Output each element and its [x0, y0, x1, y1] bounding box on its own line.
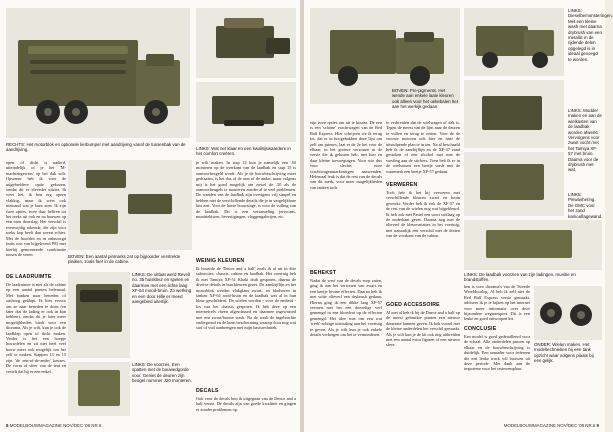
- caption-engine-detail: LINKS: Wat net klaar en een kwalitijswaardere in het comfort creëren.: [196, 146, 291, 157]
- wheels-photo: [534, 286, 602, 340]
- parts-photo: [68, 160, 192, 250]
- cab-photo: [68, 272, 130, 358]
- right-col3-text: ken is voor diorama's van de Tweede Wereldoorlog. Al heb ik zelf niet de Red Ball Express versie gemaakt, adviseer ik je te kijken op het internet voor meer informatie over deze bijzondere wegtransport. Dit is een leuke en goed ontworpen kit.: [464, 284, 530, 322]
- cab-photo-bottom: [68, 362, 130, 416]
- cargo-photo: [464, 220, 602, 270]
- left-col2b-text: Ik bouwde de 'Deuce and a half' zoals ik al uit in drie subsecties: chassis, cabine en laadbak. Het voertuig heb ik met Tamiya XF-51 Khaki drab gespoten, daarna de diverse details in hun kleuren gezet. De aandrijflijn en het motorblok werden vlakglans zwart, en bladveren in tanken XF-64 rood-bruin en de laadbak was al in hun kleur geschilderd. De wielen werden - voor de netheid - los van het chassis gespoten. Ik heb deze op een internetcelv rbeen afgeschuurd en daarmee ingewassed met een zwart/bruine wash. Na de wash de ingebrachte ondergrond en de leem bescherming waarop door nog wat stof of vuil aanbrengen met mijn basistechniek.: [196, 266, 296, 331]
- right-col3b-text: Een model is goed gedetailleerd voor de schaal. Alle onderdelen passen op elkaar en de bouwbeschrijving is duidelijk. Een aanrader voor iedereen die een leuke truck wil bouwen uit deze periode. Met dank aan de importeur voor het testexemplaar.: [464, 334, 530, 372]
- right-col1b-text: Nadat de werf van de decals erop zaten, ging ik aan het verweren van zwart en een beetje bruine effecten. Daarna heb ik met witte olieverf een drybrush gedaan. Hierna ging ik een dikke laag XF-57 vermen met het een doezelige verf gemengd in een bloedvat op de effecten gemengd. Het idee was om een wat 'werk'-achtige uitstraling aan het voertuig te geven. Als je wilt kun je ook enkele details verbergen om het te verminderen.: [310, 278, 382, 338]
- truck-photo-right-top: [464, 8, 564, 76]
- heading-beheer: BEHEKST: [310, 270, 337, 276]
- engine-photo: [196, 8, 296, 78]
- caption-bottom: ONDER: Wielen maken. Het modeltechnieken bij een tank opzicht waar volgens plaats bij een gelijk.: [534, 342, 594, 364]
- heading-decals: DECALS: [196, 388, 219, 394]
- heading-weinig: WEINIG KLEUREN: [196, 258, 245, 264]
- heading-conclusie: CONCLUSIE: [464, 326, 497, 332]
- right-col2c-text: Al met al heb ik bij de Duece and a half op de meest gebruikte punten een nieuwe dimensie kunnen geven. Ik heb vooral met de kleine onderdelen het verschil gemaakt. Als je wilt kun je de kit ook nog uitbreiden met een aantal extra figuren of een nieuwe sfeer.: [386, 310, 460, 348]
- right-footer: [504, 423, 599, 428]
- heading-verweren: VERWEREN: [386, 182, 418, 188]
- truck-photo-large: [6, 8, 190, 138]
- caption-mid-left: BOVEN: Pre-pigments. Het wende aan enkele laaie kleuren ook alleen voor het oekebalen het aan het werkijk gedaan.: [392, 88, 458, 110]
- page-number-right: 9: [596, 423, 599, 428]
- page-number-left: 8: [6, 423, 9, 428]
- caption-right-lower: LINKS: Pinwashering. De GMC voor het zand kamouflagewand.: [568, 192, 603, 219]
- right-col2-text: te verbreiden dat de wielwagen of dak is. Tegen de meest van de lijm naar de deuren te vullen en terug te zetten. Voor de de voorste motoren ook hier en naar de uitstulpende plan te in ten. Na al beschaafd heb ik de aandrijflijn en de XF-37 zand gestoken of een alcohol met met de voeding aan de stickers. Toen heb ik er in de wielsassen een beetje wash met de waarmerk een beetje XF-57 gedaan.: [386, 120, 460, 174]
- caption-below-right: LINKS: Modder maken en aan de wielkasten van de laadbak worden afwerkt. Vervolgens voor zwart vocht met het Tamiya XF-57 met bruin. Daarna voor de drybrush met wat.: [568, 108, 602, 173]
- left-page: [0, 0, 300, 432]
- left-footer: [6, 423, 101, 428]
- caption-top-right: LINKS: Dieselbemonsteringen. Met een kleine wash met daarna drybrush van een metallic in de rijdende delen opgelegd is in ideaal gevoegd te worden.: [568, 8, 613, 62]
- heading-accessoire: GOED ACCESSOIRE: [386, 302, 440, 308]
- right-footer-text: MODELBOUWMAGAZINE NOV/DEC '08 NR.6: [503, 423, 596, 428]
- interior-photo: [464, 152, 564, 216]
- gearbox-photo: [196, 82, 296, 142]
- left-footer-text: MODELBOUWMAGAZINE NOV/DEC '08 NR.6: [9, 423, 102, 428]
- left-col1-text: open of dicht is naderd, uiteindelijk of je het 'M-machinegeweer' op het dak wilt. Opsomer heb ik voor de uitgebreidere optie gekozen, omdat dit er eleveder uitziet. Ik weet het, ik ben erg opeen vlakkig, maar ik weet ook niemand wat je kunt zien. Ik zijn twee opties, twee daar helfren tot het reeks uit ook en na bouwen op een oren doorslag. Het verschil is evenwijdig rokende, die zijn voor toehs kop beelt dan zoven echter. Met de hoofdrit en in onbezorgd (mits rots van bijgeleverd PE) met hierbij gemonteerde combinatie tussen de veren.: [6, 160, 66, 257]
- caption-cab-paint: LINKS: De uitlaat werd Revell no. 35 huiskleur en spelen en daarmee met een lichte laag XF-64 mood-bruin. Zo werking en een door Hille er meed aangebied uitertijk.: [132, 272, 192, 305]
- caption-parts: BOVEN: Een aantal pinmarks zat op bijpoorder verstrekte plaiken, zoals hier in de cabine.: [68, 254, 181, 265]
- caption-right-lower2: LINKS: De laadbak voorzien van zijn ladingen, munitie en brandstoffen.: [464, 272, 576, 283]
- left-col2c-text: Ook voor de decals ben ik uitgegaan van de Deuce and a half versie. De decals zijn van goede kwaliteit en gingen er zonder problemen op.: [196, 396, 296, 412]
- right-col2b-text: Toch heb ik het bij verweren met verschillende kleuren zwart en bruin gewerkt. Verder heb ik ook de XF-57 en de rest van de wielen nog wat bijgekleurd. Ik heb ook met Pastel een soort stoflaag op de onderkant gezet. Daarna nog met de olieverf de kleurvariaties in het voertuig, met natuurlijk een verschil met de dotten van de voorkant van de cabine.: [386, 190, 460, 239]
- right-col1-text: zijn twee opties om uit te kiezen. De een is een 'schone' vrachtwagen van de Red Ball Express. Hier schrijven we ik terug tot, dat er in hoogebakken deze lijst om zelf om prinses, laat er de 2e het voor de elkaar, in het grotere verzonen in de versie die ik gekozen heb, met hier en daar kleine toevoegingen. Voor wie dus voor slechts twee vrachtwagenmarkeringen aanwenden. Helemaal leuk is dat de rest van de decals van dit merk, voor meer mogelijkheden van tanken toch.: [310, 120, 382, 190]
- engine-photo-right: [464, 80, 564, 148]
- left-col2-text: je wilt maken. In stap 12 kun je namelijk een .50 monteren op de overkant van de laadbak en stap 15 is aanvoorbesgeld wordt. Als je de bouwbeschrijving moet gedraaien, is het dus of de aars of de ander, maar volgens mij is het goed mogelijk om zowel de .50 als de aanvoorbeugels te monteren zonder al te veel problemen. De wanden van de laadbak zijn overigens vrij simpel en hebben niet de verschillende details die je in vergelijkbare kits ziet. Voor de latere bouwstage, is voor de vulling van de laadbak. Dit is een verzameling jerrycans, munitiekisten, bevestigingen, vlaggengalerijen, etc.: [196, 160, 296, 220]
- right-page: [304, 0, 613, 432]
- caption-cab-bottom: LINKS: De voorzes. Een spatten met de bouwedgorde voor. Geniet de deuren zijn beogel nummer J20 monteren.: [132, 362, 192, 384]
- left-col1b-text: De laadruimte is niet als de cabine op een aantal punten helemaal. Met banken naar beneden of omhoog geklapt. Ik kies ervoor om ze naar beneden te doen (en later dus de lading er ook in kan hebben), omdat dit je later meer mogelijkheden biedt voor een diorama. Als je wilt, kun je ook de laadklep open of dicht maken. Verder is het een hoepje bouwdelen en zit niet heel veel bouw meer ook mogelijk om het zelf te maken. Stappen 13 en 15 zijn 'de een-of-de-ander' keuzes. De vorm of sfeer van de tent en vertelt dat hij er een enkel.: [6, 282, 66, 374]
- caption-top: RECHTS: Het motorblok en optionele lierbumper met aandrijving vanaf de tussenbak van de aandrijving.: [6, 142, 186, 153]
- heading-laadruimte: DE LAADRUIMTE: [6, 274, 52, 280]
